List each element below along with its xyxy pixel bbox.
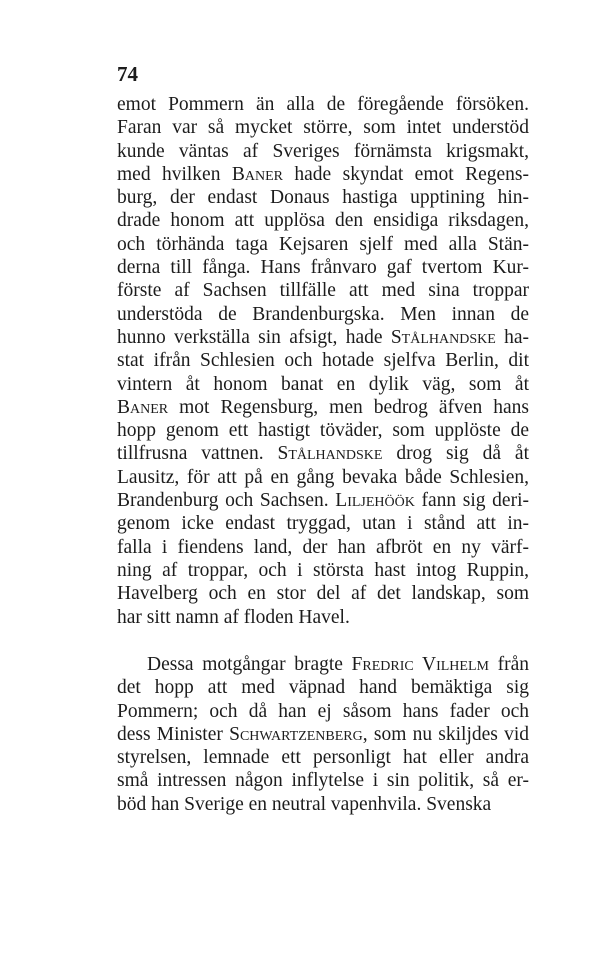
small-caps-name: Stålhandske bbox=[390, 326, 496, 348]
text-line bbox=[117, 700, 529, 723]
small-caps-name: Fredric Vilhelm bbox=[351, 654, 489, 675]
small-caps-name: Liljehöök bbox=[335, 490, 415, 512]
text-fragment: Brandenburg och Sachsen. bbox=[117, 490, 336, 512]
text-fragment: hade skyndat emot Regens- bbox=[283, 163, 529, 185]
text-fragment: kunde väntas af Sveriges förnämsta krigsmakt, bbox=[117, 140, 529, 162]
text-line bbox=[117, 116, 529, 139]
text-fragment: vintern åt honom banat en dylik väg, som åt bbox=[117, 373, 529, 395]
text-fragment: ning af troppar, och i största hast intog Ruppin, bbox=[117, 559, 529, 581]
text-line bbox=[117, 209, 529, 232]
text-line bbox=[117, 582, 529, 605]
text-line bbox=[117, 559, 529, 582]
text-fragment: burg, der endast Donaus hastiga upptining hin- bbox=[117, 187, 529, 209]
text-line bbox=[117, 419, 529, 442]
text-line bbox=[117, 723, 529, 746]
small-caps-name: Schwartzenberg bbox=[229, 723, 363, 745]
text-fragment: derna till fånga. Hans frånvaro gaf tvertom Kur- bbox=[117, 257, 529, 279]
page-number: 74 bbox=[117, 62, 138, 86]
text-line bbox=[117, 746, 529, 769]
text-fragment: Pommern; och då han ej såsom hans fader och bbox=[117, 700, 529, 722]
text-line bbox=[117, 186, 529, 209]
text-fragment: det hopp att med väpnad hand bemäktiga sig bbox=[117, 677, 529, 699]
text-fragment: Faran var så mycket större, som intet understöd bbox=[117, 117, 529, 139]
text-fragment: har sitt namn af floden Havel. bbox=[117, 606, 350, 628]
text-fragment: från bbox=[488, 654, 529, 675]
text-fragment: Havelberg och en stor del af det landskap, som bbox=[117, 583, 529, 605]
text-line bbox=[117, 233, 529, 256]
text-line bbox=[117, 256, 529, 279]
text-fragment: understöda de Brandenburgska. Men innan de bbox=[117, 303, 529, 325]
text-line bbox=[117, 489, 529, 512]
text-line bbox=[117, 442, 529, 465]
text-fragment: fann sig deri- bbox=[414, 490, 529, 512]
text-fragment: med hvilken bbox=[117, 163, 232, 185]
text-fragment: tillfrusna vattnen. bbox=[117, 443, 278, 465]
text-line bbox=[117, 536, 529, 559]
text-fragment: mot Regensburg, men bedrog äfven hans bbox=[168, 396, 529, 418]
text-fragment: styrelsen, lemnade ett personligt hat eller andra bbox=[117, 747, 529, 769]
text-fragment: små intressen någon inflytelse i sin politik, så er- bbox=[117, 770, 529, 792]
text-line bbox=[117, 653, 529, 676]
text-line bbox=[117, 373, 529, 396]
text-fragment: , som nu skiljdes vid bbox=[362, 723, 529, 745]
text-fragment: stat ifrån Schlesien och hotade sjelfva Berlin, dit bbox=[117, 350, 529, 372]
text-line bbox=[117, 326, 529, 349]
small-caps-name: Stålhandske bbox=[277, 443, 383, 465]
text-fragment: förste af Sachsen tillfälle att med sina troppar bbox=[117, 280, 529, 302]
text-fragment: hopp genom ett hastigt töväder, som upplöste de bbox=[117, 420, 529, 442]
text-line bbox=[117, 512, 529, 535]
text-line bbox=[117, 676, 529, 699]
small-caps-name: Baner bbox=[231, 163, 283, 185]
text-line bbox=[117, 793, 529, 816]
text-line bbox=[117, 349, 529, 372]
text-line bbox=[117, 769, 529, 792]
paragraph-2 bbox=[117, 653, 529, 816]
text-line bbox=[117, 279, 529, 302]
text-fragment: ha- bbox=[495, 326, 529, 348]
text-fragment: emot Pommern än alla de föregående försöken. bbox=[117, 94, 529, 115]
text-fragment: drog sig då åt bbox=[382, 443, 529, 465]
text-fragment: dess Minister bbox=[117, 723, 230, 745]
text-fragment: genom icke endast tryggad, utan i stånd att in- bbox=[117, 513, 529, 535]
text-line bbox=[117, 606, 529, 629]
text-fragment: och törhända taga Kejsaren sjelf med alla Stän- bbox=[117, 233, 529, 255]
text-fragment: hunno verkställa sin afsigt, hade bbox=[117, 326, 391, 348]
text-line bbox=[117, 303, 529, 326]
text-line bbox=[117, 396, 529, 419]
text-fragment: falla i fiendens land, der han afbröt en ny värf- bbox=[117, 536, 529, 558]
text-fragment: Dessa motgångar bragte bbox=[147, 654, 352, 675]
paragraph-1 bbox=[117, 93, 529, 629]
text-line bbox=[117, 466, 529, 489]
text-fragment: böd han Sverige en neutral vapenhvila. Svenska bbox=[117, 793, 492, 815]
text-fragment: Lausitz, för att på en gång bevaka både Schlesien, bbox=[117, 466, 529, 488]
text-line bbox=[117, 93, 529, 116]
small-caps-name: Baner bbox=[117, 396, 169, 418]
text-fragment: drade honom att upplösa den ensidiga riksdagen, bbox=[117, 210, 529, 232]
text-line bbox=[117, 163, 529, 186]
text-line bbox=[117, 140, 529, 163]
